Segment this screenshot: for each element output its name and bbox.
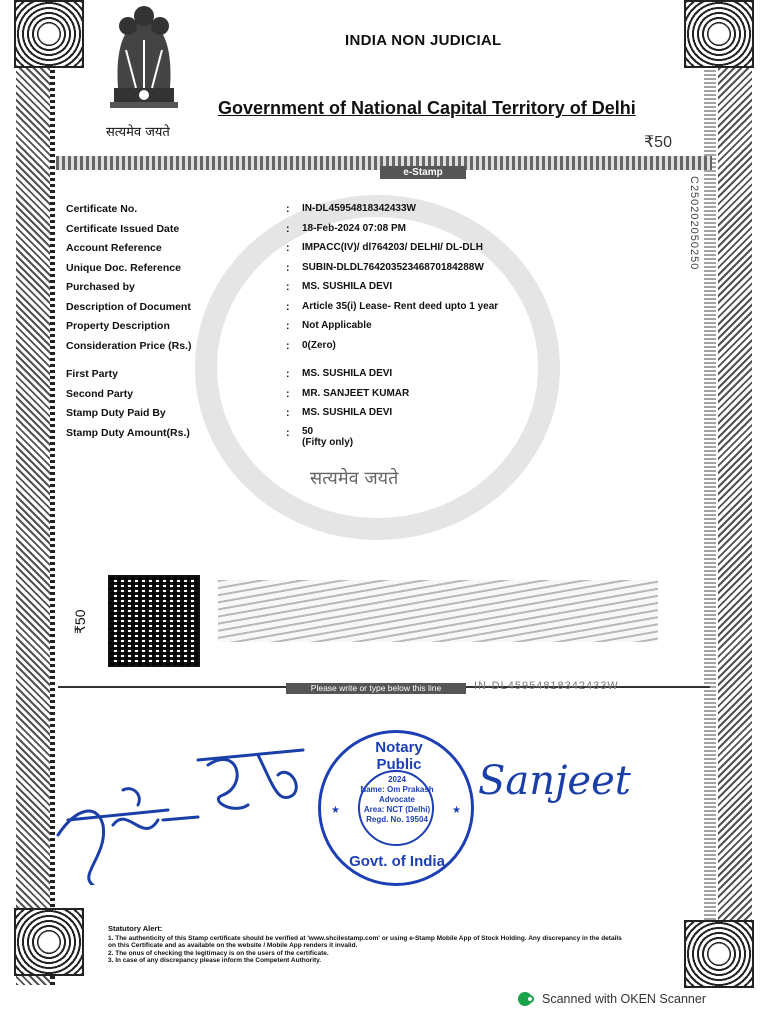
detail-label: Stamp Duty Paid By — [66, 407, 166, 419]
corner-ornament-bottom-right — [684, 920, 754, 988]
statutory-alert — [108, 925, 628, 965]
detail-values — [302, 203, 498, 449]
right-microtext-strip — [704, 60, 716, 920]
scanner-logo-icon — [518, 992, 536, 1006]
detail-label: Certificate Issued Date — [66, 222, 180, 235]
second-party: MR. SANJEET KUMAR — [302, 387, 410, 399]
corner-ornament-top-left — [14, 0, 84, 68]
non-judicial-title: INDIA NON JUDICIAL — [345, 32, 502, 49]
left-border-decoration — [16, 0, 50, 985]
purchased-by: MS. SUSHILA DEVI — [302, 281, 393, 292]
detail-label: Description of Document — [66, 300, 191, 313]
notary-role: Advocate — [378, 795, 415, 804]
detail-label: Second Party — [66, 387, 134, 400]
notary-title: Notary Public — [375, 739, 423, 773]
first-party: MS. SUSHILA DEVI — [302, 368, 393, 379]
notary-public-stamp — [318, 730, 474, 886]
detail-label: Purchased by — [66, 281, 135, 293]
property-description: Not Applicable — [302, 320, 372, 331]
write-below-label: Please write or type below this line — [286, 683, 466, 694]
watermark-motto: सत्यमेव जयते — [310, 468, 399, 489]
detail-label: Certificate No. — [66, 203, 138, 215]
certificate-number: IN-DL45954818342433W — [302, 203, 416, 214]
detail-label: Unique Doc. Reference — [66, 261, 181, 274]
account-reference: IMPACC(IV)/ dl764203/ DELHI/ DL-DLH — [302, 242, 483, 253]
signature-sanjeet: Sanjeet — [478, 758, 631, 804]
emblem-motto: सत्यमेव जयते — [106, 125, 170, 140]
notary-govt: Govt. of India — [349, 853, 445, 870]
right-border-decoration — [718, 0, 752, 985]
corner-ornament-bottom-left — [14, 908, 84, 976]
estamp-label: e-Stamp — [380, 166, 466, 179]
national-emblem-icon — [98, 0, 190, 118]
detail-label: Consideration Price (Rs.) — [66, 339, 192, 352]
duty-amount-words: (Fifty only) — [302, 436, 354, 448]
alert-line: 1. The authenticity of this Stamp certificate should be verified at 'www.shcilestamp.com' or using e-Stamp Mobile App of Stock Holding. Any discrepancy in the details on this Certificate and as available on the website / Mobile App renders it invalid. — [108, 934, 622, 949]
signature-hindi — [48, 725, 318, 885]
star-icon: ★ — [452, 805, 461, 816]
signature-left-text: सुशीला देवी — [48, 725, 53, 726]
notary-regd: Regd. No. 19504 — [366, 815, 428, 824]
scanner-text: Scanned with OKEN Scanner — [542, 992, 706, 1006]
alert-line: 3. In case of any discrepancy please inform the Competent Authority. — [108, 957, 322, 964]
issued-date: 18-Feb-2024 07:08 PM — [302, 222, 406, 234]
notary-name: Name: Om Prakash — [360, 785, 434, 794]
detail-colons: : : : : : : : : : : : : — [286, 203, 290, 439]
stamp-value-side: ₹50 — [72, 609, 88, 634]
vertical-serial-code: C250202050250 — [688, 176, 700, 271]
security-wave-pattern — [218, 580, 658, 642]
document-description: Article 35(i) Lease- Rent deed upto 1 year — [302, 300, 499, 312]
government-title: Government of National Capital Territory of Delhi — [218, 98, 636, 118]
notary-details — [351, 775, 443, 825]
corner-ornament-top-right — [684, 0, 754, 68]
certificate-number-repeat: IN-DL45954818342433W — [474, 680, 619, 692]
detail-label: Stamp Duty Amount(Rs.) — [66, 426, 190, 439]
unique-doc-reference: SUBIN-DLDL76420352346870184288W — [302, 261, 484, 273]
notary-year: 2024 — [388, 775, 406, 784]
notary-area: Area: NCT (Delhi) — [363, 805, 431, 814]
qr-code — [108, 575, 200, 667]
duty-paid-by: MS. SUSHILA DEVI — [302, 407, 393, 418]
alert-title: Statutory Alert: — [108, 924, 163, 933]
duty-amount: 50 — [302, 425, 314, 437]
stamp-value-top: ₹50 — [644, 134, 672, 151]
consideration-price: 0(Zero) — [302, 339, 336, 351]
detail-labels — [66, 203, 191, 446]
detail-label: First Party — [66, 368, 118, 380]
detail-label: Property Description — [66, 320, 170, 332]
detail-label: Account Reference — [66, 242, 162, 254]
alert-line: 2. The onus of checking the legitimacy is on the users of the certificate. — [108, 949, 329, 957]
star-icon: ★ — [331, 805, 340, 816]
scanner-watermark — [518, 992, 706, 1006]
